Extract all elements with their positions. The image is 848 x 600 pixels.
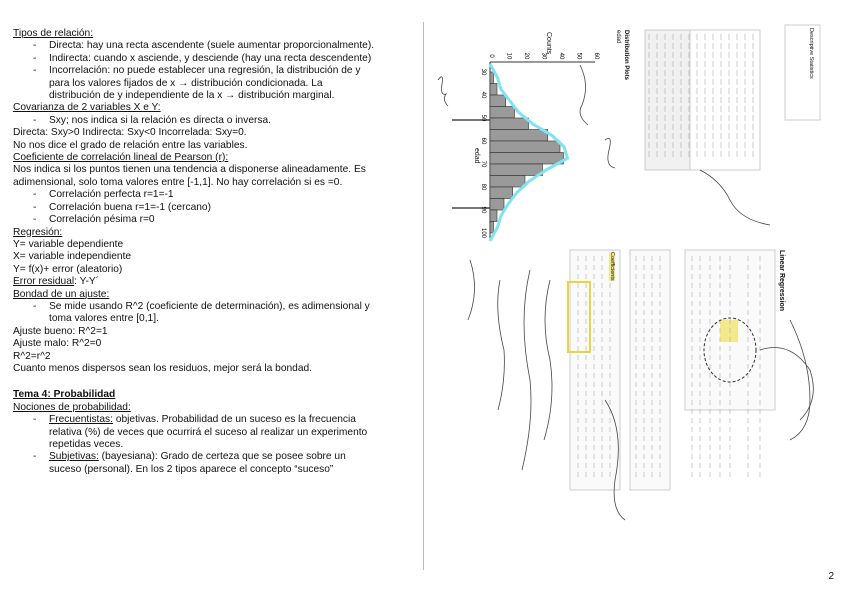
edad-tick-label: 90 — [480, 206, 486, 214]
bondad-line-2: toma valores entre [0,1]. — [49, 313, 159, 325]
list-item: - Indirecta: cuando x asciende, y desciende (hay una recta descendente) — [13, 53, 413, 65]
histogram-bars — [490, 72, 564, 233]
coefficients-table — [570, 250, 620, 490]
subjetivas-line-1: (bayesiana): Grado de certeza que se posee sobre un — [98, 451, 346, 463]
pearson-line-1: Nos indica si los puntos tienen una tendencia a disponerse alineadamente. Es — [13, 164, 366, 176]
covarianza-heading: Covarianza de 2 variables X e Y: — [13, 102, 161, 114]
edad-tick-label: 40 — [480, 91, 486, 99]
histogram-bar — [490, 141, 560, 153]
scribble — [790, 320, 810, 440]
no-grado-text: No nos dice el grado de relación entre las variables. — [13, 139, 248, 151]
histogram-bar — [490, 153, 564, 165]
ajuste-malo: Ajuste malo: R^2=0 — [13, 338, 102, 350]
error-residual — [13, 276, 413, 288]
histogram-bar — [490, 210, 497, 222]
histogram-bar — [490, 95, 506, 107]
histogram-bar — [490, 72, 494, 84]
counts-tick-label: 20 — [523, 52, 529, 60]
incorrelacion-line-1: Incorrelación: no puede establecer una regresión, la distribución de y — [49, 65, 361, 77]
highlight-cell — [720, 320, 738, 342]
scribble — [468, 260, 475, 320]
scribble — [522, 270, 531, 470]
nociones-heading: Nociones de probabilidad: — [13, 401, 131, 413]
pearson-line-2: adimensional, solo toma valores entre [-1,1]. No hay correlación si es =0. — [13, 176, 343, 188]
y-dependiente: Y= variable dependiente — [13, 238, 124, 250]
dist-title: Distribution Plots — [623, 30, 629, 80]
counts-tick-label: 60 — [593, 52, 599, 60]
counts-label: Counts — [545, 32, 552, 55]
list-item: - Correlación perfecta r=1=-1 — [13, 189, 413, 201]
histogram-bar — [490, 130, 548, 142]
edad-tick-label: 30 — [480, 68, 486, 76]
histogram-bar — [490, 84, 497, 96]
histogram-bar — [490, 107, 515, 119]
histogram-bar — [490, 187, 513, 199]
counts-tick-label: 10 — [505, 52, 512, 60]
list-item: - Correlación pésima r=0 — [13, 214, 413, 226]
list-item: - Correlación buena r=1=-1 (cercano) — [13, 202, 413, 214]
axis-label: edad — [473, 148, 480, 164]
notes-column — [13, 28, 413, 476]
histogram-bar — [490, 222, 494, 234]
edad-tick-label: 70 — [480, 160, 486, 168]
scribble — [544, 280, 552, 440]
regresion-heading: Regresión: — [13, 226, 63, 238]
frecuentistas-line-3: repetidas veces. — [49, 439, 124, 450]
ajuste-bueno: Ajuste bueno: R^2=1 — [13, 325, 108, 337]
pesima-text: Correlación pésima r=0 — [49, 214, 155, 226]
cuanto-text: Cuanto menos dispersos sean los residuos, mejor será la bondad. — [13, 362, 312, 374]
incorrelacion-line-3: distribución de y independiente de la x → distribución marginal. — [49, 90, 335, 102]
coefficients-label: Coefficients — [609, 252, 615, 281]
r2-equation: R^2=r^2 — [13, 350, 51, 362]
scribble — [605, 138, 615, 168]
frecuentistas-line-1: objetivas. Probabilidad de un suceso es la frecuencia — [112, 414, 356, 426]
scribble — [700, 170, 770, 225]
tema-heading: Tema 4: Probabilidad — [13, 389, 116, 401]
counts-tick-label: 30 — [540, 52, 547, 60]
column-divider — [423, 22, 424, 570]
tipos-heading: Tipos de relación: — [13, 28, 94, 39]
histogram-bar — [490, 199, 504, 211]
histogram-bar — [490, 164, 543, 176]
sxy-signs: Directa: Sxy>0 Indirecta: Sxy<0 Incorrelada: Sxy=0. — [13, 127, 247, 139]
page-number: 2 — [828, 571, 834, 582]
frecuentistas-label: Frecuentistas: — [49, 414, 113, 426]
counts-tick-label: 0 — [488, 54, 494, 58]
histogram-bar — [490, 118, 529, 130]
scribble — [580, 65, 588, 125]
stats-header-box — [785, 25, 820, 120]
perfecta-text: Correlación perfecta r=1=-1 — [49, 189, 174, 201]
bondad-heading: Bondad de un ajuste: — [13, 288, 110, 300]
incorrelacion-line-2: para los valores fijados de x → distribución condicionada. La — [49, 77, 323, 89]
frecuentistas-line-2: relativa (%) de veces que ocurrirá el suceso al realizar un experimento — [49, 426, 368, 438]
counts-ticks — [488, 53, 599, 60]
list-item: - Subjetivas: (bayesiana): Grado de certeza que se posee sobre un suceso (personal). En los 2 tipos aparece el concepto “suceso” — [33, 451, 346, 475]
histogram-bar — [490, 176, 525, 188]
edad-ticks — [480, 69, 486, 239]
scribble — [438, 77, 448, 106]
pearson-heading: Coeficiente de correlación lineal de Pearson (r): — [13, 152, 229, 164]
error-value: : Y-Y´ — [74, 276, 100, 288]
sxy-text: Sxy; nos indica si la relación es directa o inversa. — [49, 114, 271, 126]
stats-col-values — [690, 30, 760, 170]
list-item: - Incorrelación: no puede establecer una regresión, la distribución de y para los valores fijados de x → distribución condicionada. La distribución de y independiente de la x → distribución marginal. — [33, 65, 361, 102]
counts-tick-label: 50 — [575, 52, 582, 60]
descriptive-statistics-table — [645, 25, 820, 170]
counts-tick-label: 40 — [558, 52, 564, 60]
subjetivas-label: Subjetivas: — [49, 451, 99, 463]
screenshot-collage — [430, 20, 840, 575]
stats-col-labels — [645, 30, 690, 170]
list-item: - Frecuentistas: objetivas. Probabilidad de un suceso es la frecuencia relativa (%) de veces que ocurrirá el suceso al realizar un experimento repetidas veces. — [33, 414, 368, 450]
edad-tick-label: 60 — [480, 137, 486, 145]
indirecta-text: Indirecta: cuando x asciende, y desciende (hay una recta descendente) — [49, 52, 372, 64]
regression-title: Linear Regression — [778, 250, 785, 312]
list-item: - Sxy; nos indica si la relación es directa o inversa. — [13, 115, 413, 127]
error-label: Error residual — [13, 276, 75, 288]
edad-tick-label: 80 — [480, 183, 486, 191]
edad-tick-label: 50 — [480, 114, 486, 122]
bondad-line-1: Se mide usando R^2 (coeficiente de determinación), es adimensional y — [49, 300, 370, 312]
x-independiente: X= variable independiente — [13, 251, 132, 263]
directa-text: Directa: hay una recta ascendente (suele aumentar proporcionalmente). — [49, 40, 375, 52]
list-item: - Directa: hay una recta ascendente (suele aumentar proporcionalmente). — [13, 40, 413, 52]
y-fx: Y= f(x)+ error (aleatorio) — [13, 263, 123, 275]
buena-text: Correlación buena r=1=-1 (cercano) — [49, 201, 211, 213]
subjetivas-line-2: suceso (personal). En los 2 tipos aparece el concepto “suceso” — [49, 463, 334, 475]
linear-regression-tables — [568, 250, 775, 490]
scribble — [498, 280, 505, 410]
stats-title: Descriptive Statistics — [808, 28, 814, 79]
dist-subtitle: edad — [615, 30, 621, 44]
distribution-plot — [452, 53, 599, 241]
list-item: - Se mide usando R^2 (coeficiente de determinación), es adimensional y toma valores entre [0,1]. — [33, 300, 370, 325]
edad-tick-label: 100 — [480, 227, 486, 239]
